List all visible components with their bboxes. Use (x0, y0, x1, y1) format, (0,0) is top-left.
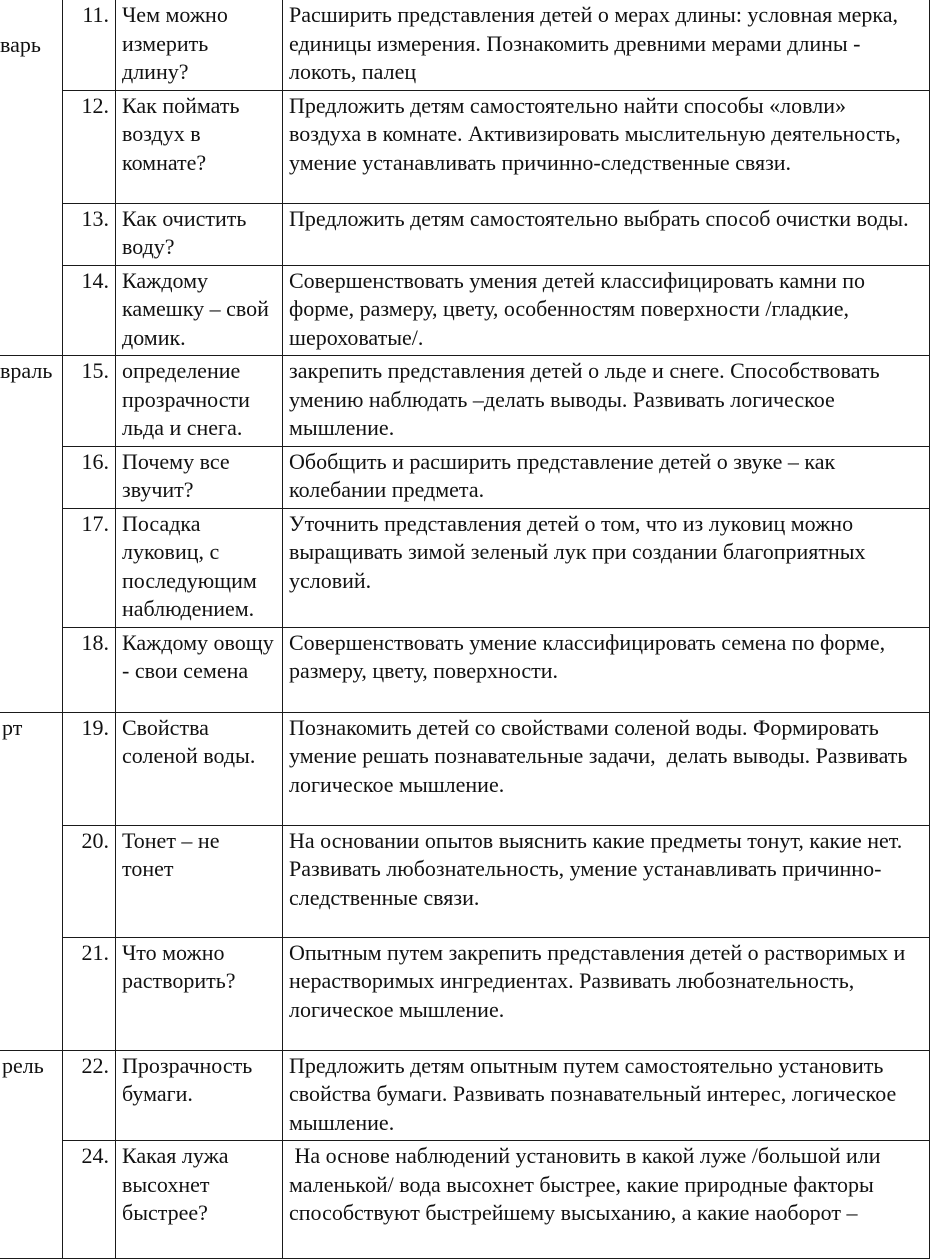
month-cell (0, 0, 63, 356)
row-number: 20. (63, 825, 116, 937)
table-row (0, 446, 930, 508)
month-label: рт (2, 714, 23, 740)
month-label: рель (2, 1052, 44, 1078)
table-row (0, 937, 930, 1050)
row-number: 22. (63, 1050, 116, 1141)
table-row (0, 1141, 930, 1259)
row-number: 21. (63, 937, 116, 1050)
month-cell (0, 356, 63, 713)
table-row (0, 1050, 930, 1141)
row-number: 13. (63, 203, 116, 265)
row-number: 17. (63, 508, 116, 627)
row-number: 11. (63, 0, 116, 90)
topic-cell: Что можно растворить? (116, 937, 283, 1050)
topic-cell: Почему все звучит? (116, 446, 283, 508)
description-cell: Предложить детям опытным путем самостоятельно установить свойства бумаги. Развивать познавательный интерес, логическое мышление. (283, 1050, 930, 1141)
topic-cell: Как поймать воздух в комнате? (116, 90, 283, 203)
table-row (0, 356, 930, 447)
month-label: варь (0, 32, 41, 57)
row-number: 24. (63, 1141, 116, 1259)
month-cell (0, 712, 63, 1050)
description-cell: Предложить детям самостоятельно выбрать способ очистки воды. (283, 203, 930, 265)
table-row (0, 203, 930, 265)
table-row (0, 825, 930, 937)
description-cell: Опытным путем закрепить представления детей о растворимых и нерастворимых ингредиентах. Развивать любознательность, логическое мышление. (283, 937, 930, 1050)
row-number: 12. (63, 90, 116, 203)
description-cell: На основании опытов выяснить какие предметы тонут, какие нет. Развивать любознательность, умение устанавливать причинно-следственные связи. (283, 825, 930, 937)
table-row (0, 90, 930, 203)
row-number: 18. (63, 627, 116, 712)
month-cell (0, 1050, 63, 1259)
table-row (0, 712, 930, 825)
description-cell: Уточнить представления детей о том, что из луковиц можно выращивать зимой зеленый лук при создании благоприятных условий. (283, 508, 930, 627)
month-label: враль (0, 358, 53, 383)
topic-cell: Тонет – не тонет (116, 825, 283, 937)
topic-cell: Каждому овощу - свои семена (116, 627, 283, 712)
topic-cell: Свойства соленой воды. (116, 712, 283, 825)
description-cell: Совершенствовать умение классифицировать семена по форме, размеру, цвету, поверхности. (283, 627, 930, 712)
table-row (0, 508, 930, 627)
table-row (0, 627, 930, 712)
topic-cell: Прозрачность бумаги. (116, 1050, 283, 1141)
description-cell: Познакомить детей со свойствами соленой воды. Формировать умение решать познавательные задачи, делать выводы. Развивать логическое мышление. (283, 712, 930, 825)
topic-cell: Каждому камешку – свой домик. (116, 265, 283, 356)
row-number: 14. (63, 265, 116, 356)
row-number: 19. (63, 712, 116, 825)
topic-cell: Какая лужа высохнет быстрее? (116, 1141, 283, 1259)
description-cell: закрепить представления детей о льде и снеге. Способствовать умению наблюдать –делать выводы. Развивать логическое мышление. (283, 356, 930, 447)
topic-cell: Как очистить воду? (116, 203, 283, 265)
description-cell: Предложить детям самостоятельно найти способы «ловли» воздуха в комнате. Активизировать мыслительную деятельность, умение устанавливать причинно-следственные связи. (283, 90, 930, 203)
topic-cell: Посадка луковиц, с последующим наблюдением. (116, 508, 283, 627)
row-number: 16. (63, 446, 116, 508)
table-row (0, 265, 930, 356)
topic-cell: Чем можно измерить длину? (116, 0, 283, 90)
topic-cell: определение прозрачности льда и снега. (116, 356, 283, 447)
description-cell: На основе наблюдений установить в какой луже /большой или маленькой/ вода высохнет быстрее, какие природные факторы способствуют быстрейшему высыханию, а какие наоборот – (283, 1141, 930, 1259)
table-row (0, 0, 930, 90)
description-cell: Обобщить и расширить представление детей о звуке – как колебании предмета. (283, 446, 930, 508)
description-cell: Расширить представления детей о мерах длины: условная мерка, единицы измерения. Познакомить древними мерами длины - локоть, палец (283, 0, 930, 90)
description-cell: Совершенствовать умения детей классифицировать камни по форме, размеру, цвету, особенностям поверхности /гладкие, шероховатые/. (283, 265, 930, 356)
row-number: 15. (63, 356, 116, 447)
